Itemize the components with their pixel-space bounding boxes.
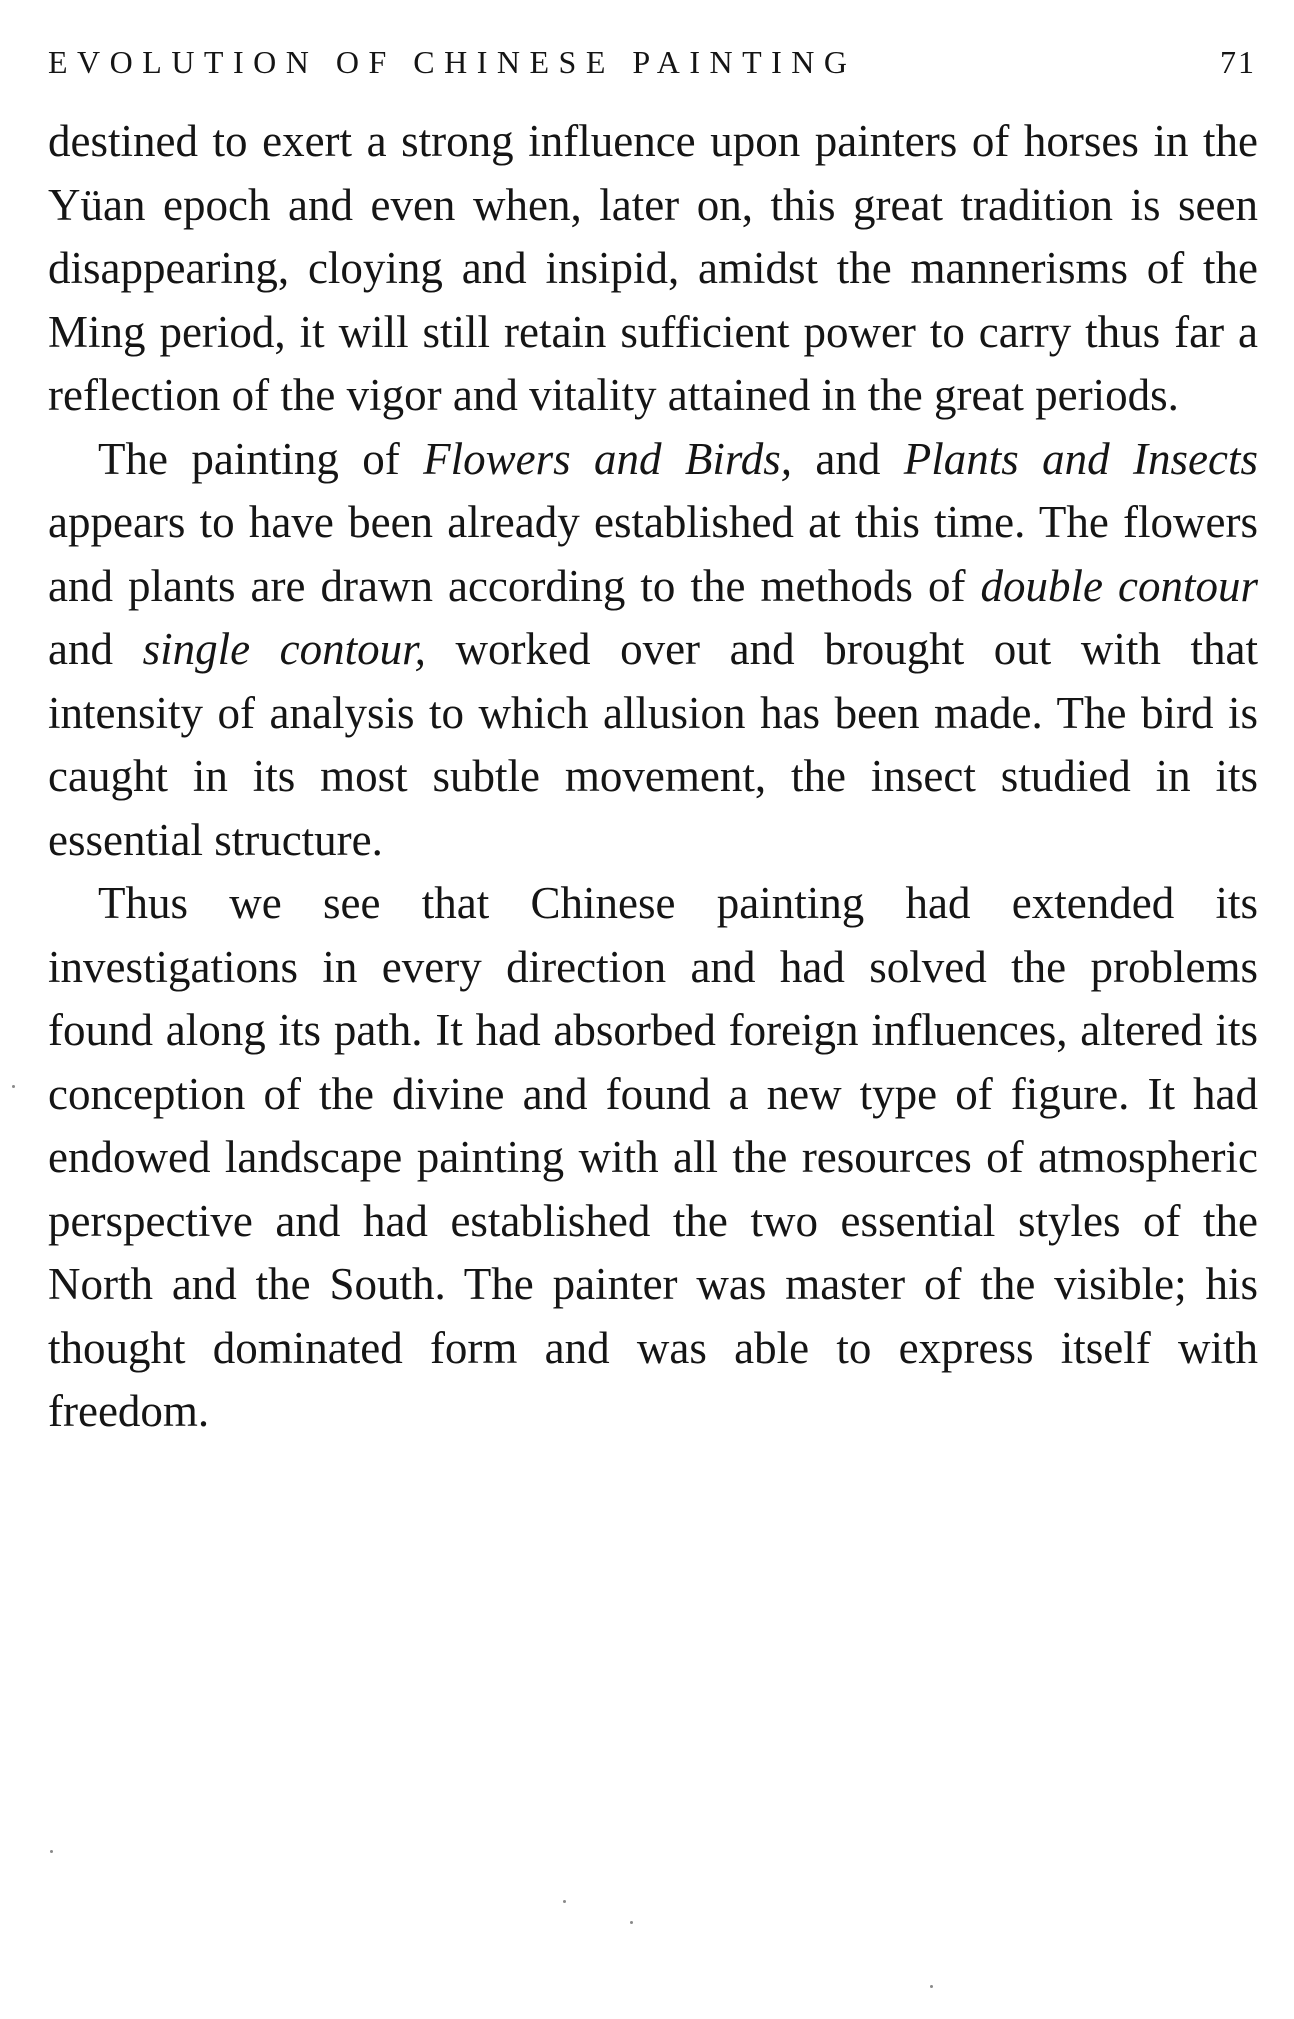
body-text xyxy=(48,110,1258,1444)
scan-speck xyxy=(930,1985,933,1988)
paragraph-1-text: destined to exert a strong influence upon painters of horses in the Yüan epoch and even when, later on, this great tradition is seen disappearing, cloying and insipid, amidst the mannerisms of the Ming period, it will still retain sufficient power to carry thus far a reflection of the vigor and vitality attained in the great periods. xyxy=(48,116,1258,420)
paragraph-2-text: appears to have been already established at this time. The flowers and plants are drawn according to the methods of xyxy=(48,497,1258,611)
paragraph-2 xyxy=(48,428,1258,873)
paragraph-1 xyxy=(48,110,1258,428)
scan-speck xyxy=(563,1900,566,1903)
italic-term-flowers-and-birds: Flowers and Birds, xyxy=(423,433,792,484)
running-head xyxy=(48,42,1256,82)
running-title: EVOLUTION OF CHINESE PAINTING xyxy=(48,44,857,80)
paragraph-3 xyxy=(48,872,1258,1444)
italic-term-single-contour: single contour, xyxy=(142,624,426,674)
page-number: 71 xyxy=(1220,44,1256,80)
italic-term-plants-and-insects: Plants and Insects xyxy=(903,433,1258,484)
paragraph-2-text: and xyxy=(791,433,904,484)
scan-speck xyxy=(50,1850,53,1853)
italic-term-double-contour: double contour xyxy=(980,560,1258,611)
scan-speck xyxy=(12,1085,15,1088)
paragraph-3-text: Thus we see that Chinese painting had extended its investigations in every direction and had solved the problems found along its path. It had absorbed foreign influences, altered its conception of the divine and found a new type of figure. It had endowed landscape painting with all the resources of atmospheric perspective and had established the two essential styles of the North and the South. The painter was master of the visible; his thought dominated form and was able to express itself with freedom. xyxy=(48,878,1258,1436)
scan-speck xyxy=(630,1921,633,1924)
paragraph-2-text: The painting of xyxy=(98,433,424,484)
paragraph-2-text: and xyxy=(48,624,143,674)
paragraph-2-text: worked over and brought out with that intensity of analysis to which allusion has been made. The bird is caught in its most subtle movement, the insect studied in its essential structure. xyxy=(48,624,1258,865)
